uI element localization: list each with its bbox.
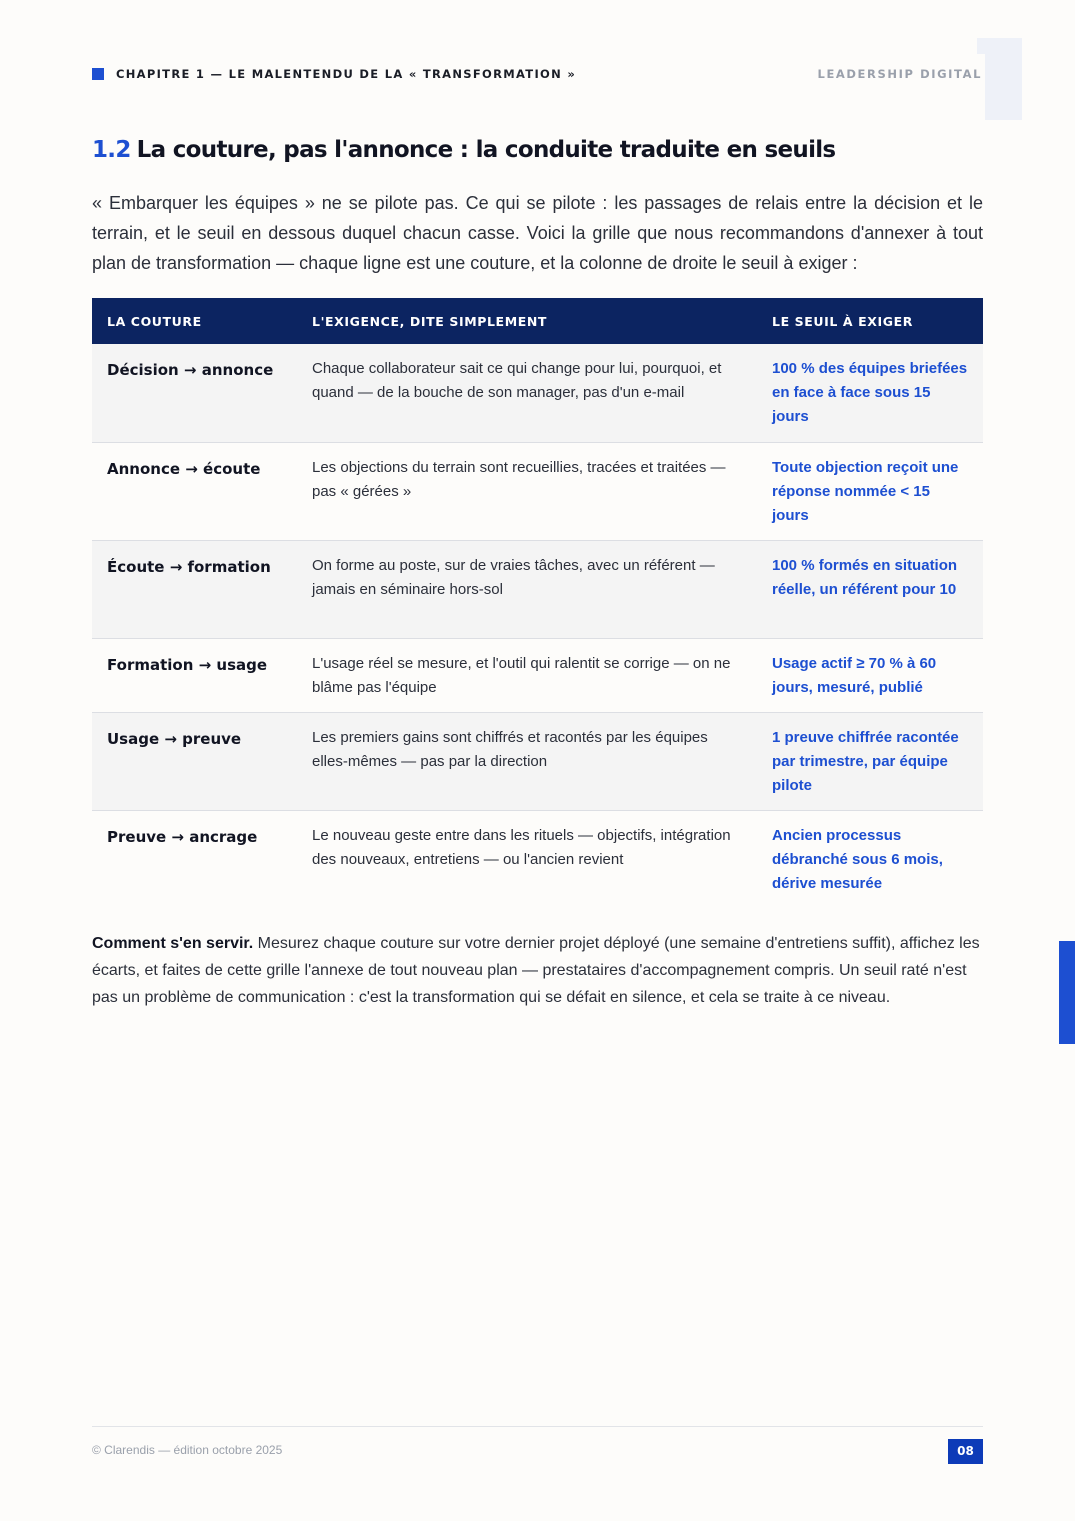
couture-cell: Preuve → ancrage [107, 827, 258, 846]
intro-paragraph: « Embarquer les équipes » ne se pilote pas. Ce qui se pilote : les passages de relais entre la décision et le terrain, et le seuil en dessous duquel chacun casse. Voici la grille que nous recommandons d'annexer à tout plan de transformation — chaque ligne est une couture, et la colonne de droite le seuil à exiger : [92, 193, 983, 273]
footer-copyright: © Clarendis — édition octobre 2025 [92, 1443, 283, 1457]
usage-lead: Comment s'en servir. [92, 935, 254, 952]
chapter-label: CHAPITRE 1 — LE MALENTENDU DE LA « TRANSFORMATION » [116, 67, 577, 81]
column-header-seuil: LE SEUIL À EXIGER [757, 298, 983, 344]
running-header [92, 67, 576, 81]
exigence-cell: Les premiers gains sont chiffrés et racontés par les équipes elles-mêmes — pas par la direction [297, 712, 757, 810]
footer-divider [92, 1426, 983, 1427]
usage-paragraph [92, 930, 983, 1011]
seuil-cell: 1 preuve chiffrée racontée par trimestre, par équipe pilote [757, 712, 983, 810]
table-row [92, 540, 983, 638]
section-title-text: La couture, pas l'annonce : la conduite traduite en seuils [136, 137, 836, 163]
chapter-number-decoration [985, 38, 1022, 120]
seuil-cell: 100 % formés en situation réelle, un référent pour 10 [757, 540, 983, 638]
table-row [92, 344, 983, 442]
table-row [92, 810, 983, 908]
table-row [92, 442, 983, 540]
table-header-row [92, 298, 983, 344]
exigence-cell: L'usage réel se mesure, et l'outil qui ralentit se corrige — on ne blâme pas l'équipe [297, 638, 757, 712]
seuil-cell: Usage actif ≥ 70 % à 60 jours, mesuré, publié [757, 638, 983, 712]
chapter-side-tab [1059, 941, 1075, 1044]
seuil-cell: 100 % des équipes briefées en face à face sous 15 jours [757, 344, 983, 442]
threshold-grid [92, 298, 983, 908]
section-number: 1.2 [92, 137, 131, 163]
usage-text: Mesurez chaque couture sur votre dernier projet déployé (une semaine d'entretiens suffit), affichez les écarts, et faites de cette grille l'annexe de tout nouveau plan — prestataires d'accompagnement compris. Un seuil raté n'est pas un problème de communication : c'est la transformation qui se défait en silence, et cela se traite à ce niveau. [92, 935, 980, 1006]
exigence-cell: On forme au poste, sur de vraies tâches, avec un référent — jamais en séminaire hors-sol [297, 540, 757, 638]
chapter-marker-square [92, 68, 104, 80]
seuil-cell: Ancien processus débranché sous 6 mois, dérive mesurée [772, 826, 943, 892]
seuil-cell: Toute objection reçoit une réponse nommée < 15 jours [757, 442, 983, 540]
section-title [92, 137, 835, 163]
page-number-badge: 08 [948, 1439, 983, 1464]
exigence-cell: Chaque collaborateur sait ce qui change pour lui, pourquoi, et quand — de la bouche de son manager, pas d'un e-mail [297, 344, 757, 442]
table-row [92, 712, 983, 810]
brand-label: LEADERSHIP DIGITAL [817, 67, 982, 81]
couture-cell: Usage → preuve [92, 712, 297, 810]
column-header-couture: LA COUTURE [92, 298, 297, 344]
couture-cell: Formation → usage [92, 638, 297, 712]
column-header-exigence: L'EXIGENCE, DITE SIMPLEMENT [297, 298, 757, 344]
couture-cell: Écoute → formation [92, 540, 297, 638]
couture-cell: Décision → annonce [92, 344, 297, 442]
couture-cell: Annonce → écoute [92, 442, 297, 540]
exigence-cell: Le nouveau geste entre dans les rituels — objectifs, intégration des nouveaux, entretiens — ou l'ancien revient [312, 826, 731, 868]
table-row [92, 638, 983, 712]
exigence-cell: Les objections du terrain sont recueillies, tracées et traitées — pas « gérées » [297, 442, 757, 540]
